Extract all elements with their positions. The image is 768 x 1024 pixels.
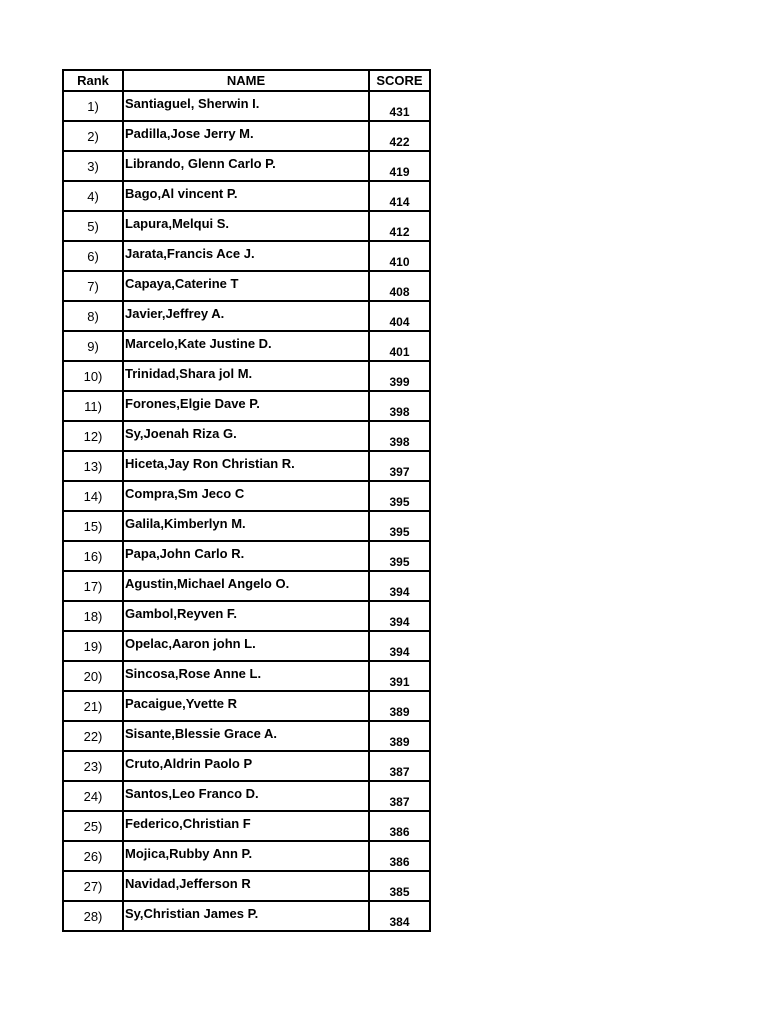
name-cell: Santiaguel, Sherwin I. [123, 91, 369, 121]
rank-cell: 18) [63, 601, 123, 631]
name-cell: Forones,Elgie Dave P. [123, 391, 369, 421]
rank-cell: 20) [63, 661, 123, 691]
score-cell: 385 [369, 871, 430, 901]
table-row [63, 301, 430, 331]
table-row [63, 811, 430, 841]
header-name: NAME [123, 70, 369, 91]
score-cell: 389 [369, 721, 430, 751]
name-cell: Gambol,Reyven F. [123, 601, 369, 631]
score-cell: 408 [369, 271, 430, 301]
score-cell: 399 [369, 361, 430, 391]
table-row [63, 541, 430, 571]
rank-cell: 6) [63, 241, 123, 271]
score-cell: 419 [369, 151, 430, 181]
table-row [63, 511, 430, 541]
rank-cell: 8) [63, 301, 123, 331]
name-cell: Sincosa,Rose Anne L. [123, 661, 369, 691]
rank-cell: 24) [63, 781, 123, 811]
score-cell: 394 [369, 571, 430, 601]
name-cell: Trinidad,Shara jol M. [123, 361, 369, 391]
table-row [63, 241, 430, 271]
table-row [63, 841, 430, 871]
score-cell: 387 [369, 751, 430, 781]
score-cell: 394 [369, 601, 430, 631]
score-cell: 401 [369, 331, 430, 361]
rank-cell: 12) [63, 421, 123, 451]
score-cell: 414 [369, 181, 430, 211]
score-cell: 386 [369, 841, 430, 871]
rank-cell: 21) [63, 691, 123, 721]
rank-cell: 1) [63, 91, 123, 121]
rank-cell: 2) [63, 121, 123, 151]
ranking-table [62, 69, 431, 932]
table-row [63, 151, 430, 181]
table-row [63, 451, 430, 481]
name-cell: Bago,Al vincent P. [123, 181, 369, 211]
table-row [63, 601, 430, 631]
score-cell: 412 [369, 211, 430, 241]
table-row [63, 421, 430, 451]
header-score: SCORE [369, 70, 430, 91]
rank-cell: 23) [63, 751, 123, 781]
rank-cell: 25) [63, 811, 123, 841]
name-cell: Agustin,Michael Angelo O. [123, 571, 369, 601]
score-cell: 384 [369, 901, 430, 931]
score-cell: 389 [369, 691, 430, 721]
score-cell: 410 [369, 241, 430, 271]
score-cell: 386 [369, 811, 430, 841]
name-cell: Mojica,Rubby Ann P. [123, 841, 369, 871]
score-cell: 387 [369, 781, 430, 811]
score-cell: 395 [369, 481, 430, 511]
name-cell: Lapura,Melqui S. [123, 211, 369, 241]
score-cell: 422 [369, 121, 430, 151]
rank-cell: 3) [63, 151, 123, 181]
name-cell: Sy,Christian James P. [123, 901, 369, 931]
score-cell: 391 [369, 661, 430, 691]
name-cell: Compra,Sm Jeco C [123, 481, 369, 511]
rank-cell: 15) [63, 511, 123, 541]
rank-cell: 28) [63, 901, 123, 931]
table-row [63, 721, 430, 751]
rank-cell: 11) [63, 391, 123, 421]
rank-cell: 10) [63, 361, 123, 391]
rank-cell: 22) [63, 721, 123, 751]
score-cell: 394 [369, 631, 430, 661]
table-row [63, 871, 430, 901]
score-cell: 395 [369, 511, 430, 541]
score-cell: 397 [369, 451, 430, 481]
name-cell: Federico,Christian F [123, 811, 369, 841]
name-cell: Javier,Jeffrey A. [123, 301, 369, 331]
rank-cell: 5) [63, 211, 123, 241]
table-row [63, 331, 430, 361]
rank-cell: 16) [63, 541, 123, 571]
table-row [63, 211, 430, 241]
rank-cell: 14) [63, 481, 123, 511]
table-row [63, 481, 430, 511]
table-row [63, 91, 430, 121]
name-cell: Papa,John Carlo R. [123, 541, 369, 571]
name-cell: Santos,Leo Franco D. [123, 781, 369, 811]
table-row [63, 271, 430, 301]
table-row [63, 901, 430, 931]
table-row [63, 751, 430, 781]
name-cell: Hiceta,Jay Ron Christian R. [123, 451, 369, 481]
rank-cell: 13) [63, 451, 123, 481]
rank-cell: 27) [63, 871, 123, 901]
table-row [63, 391, 430, 421]
rank-cell: 19) [63, 631, 123, 661]
table-row [63, 631, 430, 661]
name-cell: Capaya,Caterine T [123, 271, 369, 301]
table-row [63, 661, 430, 691]
score-cell: 431 [369, 91, 430, 121]
rank-cell: 9) [63, 331, 123, 361]
name-cell: Opelac,Aaron john L. [123, 631, 369, 661]
score-cell: 404 [369, 301, 430, 331]
rank-cell: 7) [63, 271, 123, 301]
name-cell: Pacaigue,Yvette R [123, 691, 369, 721]
name-cell: Sisante,Blessie Grace A. [123, 721, 369, 751]
score-cell: 398 [369, 421, 430, 451]
table-row [63, 691, 430, 721]
rank-cell: 26) [63, 841, 123, 871]
score-cell: 395 [369, 541, 430, 571]
rank-cell: 4) [63, 181, 123, 211]
name-cell: Sy,Joenah Riza G. [123, 421, 369, 451]
table-header [63, 70, 430, 91]
name-cell: Cruto,Aldrin Paolo P [123, 751, 369, 781]
table-row [63, 571, 430, 601]
name-cell: Jarata,Francis Ace J. [123, 241, 369, 271]
name-cell: Padilla,Jose Jerry M. [123, 121, 369, 151]
name-cell: Navidad,Jefferson R [123, 871, 369, 901]
rank-cell: 17) [63, 571, 123, 601]
header-row [63, 70, 430, 91]
name-cell: Librando, Glenn Carlo P. [123, 151, 369, 181]
score-cell: 398 [369, 391, 430, 421]
table-body [63, 91, 430, 931]
table-row [63, 181, 430, 211]
table-row [63, 361, 430, 391]
name-cell: Marcelo,Kate Justine D. [123, 331, 369, 361]
table-row [63, 781, 430, 811]
name-cell: Galila,Kimberlyn M. [123, 511, 369, 541]
header-rank: Rank [63, 70, 123, 91]
table-row [63, 121, 430, 151]
